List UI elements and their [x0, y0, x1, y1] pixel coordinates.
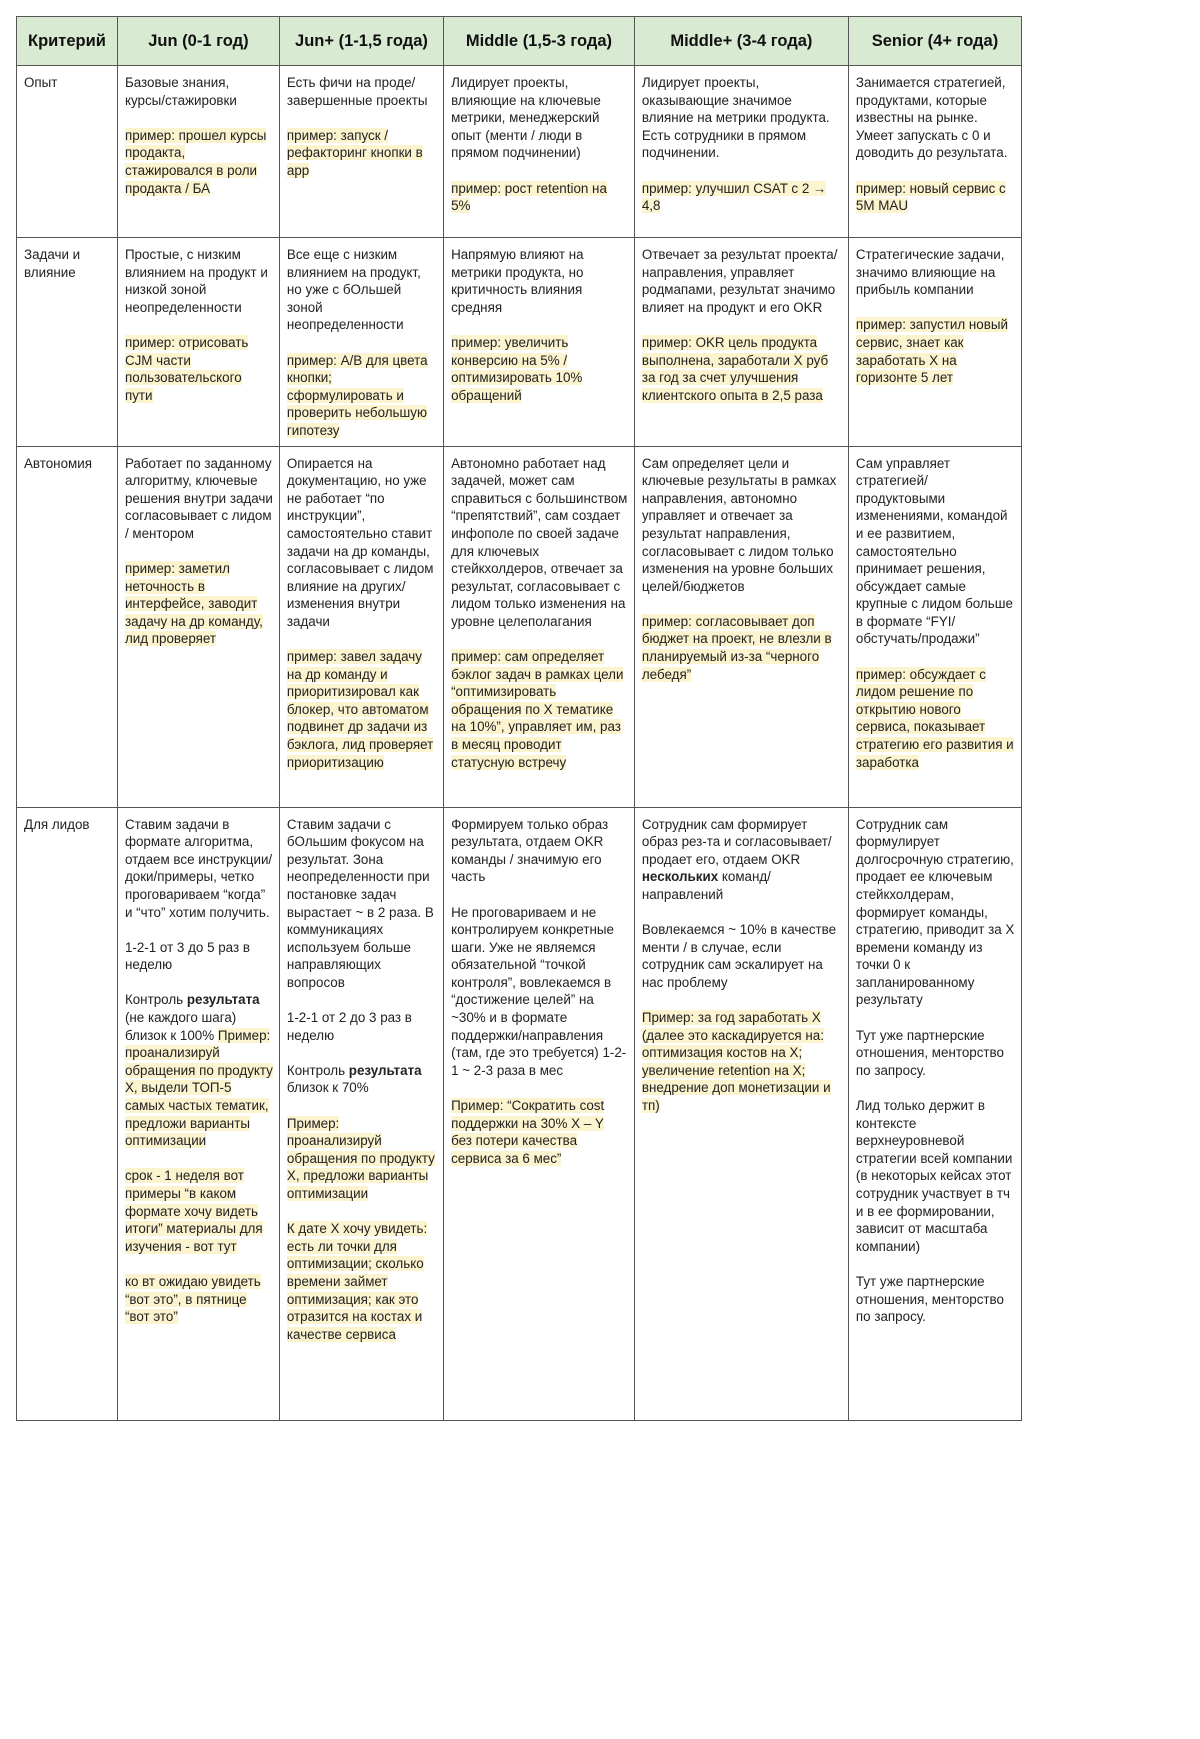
header-middle-plus: Middle+ (3-4 года)	[634, 17, 848, 66]
description-text: Базовые знания, курсы/стажировки	[124, 75, 237, 108]
cell-middle-plus	[634, 446, 848, 807]
description-text: Контроль	[286, 1062, 349, 1078]
cell-paragraph	[125, 334, 273, 404]
cell-paragraph	[287, 246, 437, 334]
example-text: пример: обсуждает с лидом решение по открытию нового сервиса, показывает стратегию его развития и заработка	[855, 666, 1014, 770]
cell-paragraph	[451, 816, 628, 886]
cell-jun-plus	[279, 446, 443, 807]
cell-middle-plus	[634, 807, 848, 1420]
row-criterion-label: Для лидов	[17, 807, 118, 1420]
example-text: Пример: за год заработать Х (далее это каскадируется на: оптимизация костов на Х; увеличение retention на Х; внедрение доп монетизации и тп)	[641, 1010, 831, 1114]
description-text: команд/направлений	[641, 869, 771, 902]
cell-paragraph	[856, 816, 1015, 1010]
header-jun: Jun (0-1 год)	[117, 17, 279, 66]
description-text: Вовлекаемся ~ 10% в качестве менти / в случае, если сотрудник сам эскалирует на нас проблему	[641, 922, 837, 990]
cell-paragraph	[856, 180, 1015, 215]
example-text: пример: запустил новый сервис, знает как заработать Х на горизонте 5 лет	[855, 317, 1008, 386]
example-text: пример: согласовывает доп бюджет на проект, не влезли в планируемый из-за “черного лебедя”	[641, 613, 832, 682]
cell-paragraph	[642, 74, 842, 162]
description-text: Напрямую влияют на метрики продукта, но критичность влияния средняя	[451, 247, 584, 315]
cell-paragraph	[125, 127, 273, 197]
cell-jun	[117, 66, 279, 238]
cell-paragraph	[451, 246, 628, 316]
cell-paragraph	[125, 1273, 273, 1326]
cell-senior	[848, 238, 1021, 447]
example-text: пример: увеличить конверсию на 5% / оптимизировать 10% обращений	[451, 334, 583, 403]
description-text: Контроль	[124, 992, 187, 1008]
cell-paragraph	[125, 816, 273, 922]
example-text: пример: сам определяет бэклог задач в рамках цели “оптимизировать обращения по Х тематике на 10%”, управляет им, раз в месяц проводит статусную встречу	[451, 649, 624, 770]
cell-paragraph	[856, 455, 1015, 649]
cell-paragraph	[451, 74, 628, 162]
description-text: 1-2-1 от 3 до 5 раз в неделю	[124, 939, 250, 973]
cell-middle-plus	[634, 238, 848, 447]
header-row	[17, 17, 1022, 66]
cell-senior	[848, 66, 1021, 238]
bold-text: результата	[186, 992, 260, 1008]
description-text: Лидирует проекты, оказывающие значимое влияние на метрики продукта. Есть сотрудники в прямом подчинении.	[641, 75, 830, 161]
description-text: Тут уже партнерские отношения, менторство по запросу.	[855, 1273, 1004, 1325]
description-text: Лидирует проекты, влияющие на ключевые метрики, менеджерский опыт (менти / люди в прямом подчинении)	[451, 75, 601, 161]
cell-senior	[848, 807, 1021, 1420]
example-text: пример: заметил неточность в интерфейсе, заводит задачу на др команду, лид проверяет	[124, 561, 263, 647]
description-text: Отвечает за результат проекта/направления, управляет родмапами, результат значимо влияет на продукт и его OKR	[641, 247, 838, 315]
cell-paragraph	[125, 1167, 273, 1255]
description-text: близок к 70%	[286, 1080, 369, 1096]
cell-paragraph	[856, 316, 1015, 386]
cell-paragraph	[125, 939, 273, 974]
description-text: Стратегические задачи, значимо влияющие на прибыль компании	[855, 247, 1005, 298]
cell-paragraph	[287, 1009, 437, 1044]
cell-paragraph	[451, 648, 628, 771]
cell-senior	[848, 446, 1021, 807]
header-senior: Senior (4+ года)	[848, 17, 1021, 66]
example-text: срок - 1 неделя вот примеры “в каком формате хочу видеть итоги” материалы для изучения - вот тут	[124, 1168, 263, 1254]
cell-jun-plus	[279, 66, 443, 238]
description-text: Все еще с низким влиянием на продукт, но уже с бОльшей зоной неопределенности	[286, 247, 421, 333]
cell-middle-plus	[634, 66, 848, 238]
cell-paragraph	[642, 246, 842, 316]
cell-paragraph	[451, 334, 628, 404]
cell-paragraph	[287, 127, 437, 180]
cell-paragraph	[287, 352, 437, 440]
cell-paragraph	[856, 1027, 1015, 1080]
cell-middle	[444, 66, 635, 238]
table-row	[17, 66, 1022, 238]
example-text: пример: завел задачу на др команду и приоритизировал как блокер, что автоматом подвинет др задачи из бэклога, лид проверяет приоритизацию	[286, 649, 434, 770]
cell-paragraph	[287, 648, 437, 771]
cell-paragraph	[856, 246, 1015, 299]
cell-paragraph	[451, 180, 628, 215]
cell-paragraph	[642, 180, 842, 215]
description-text: Опирается на документацию, но уже не работает “по инструкции”, самостоятельно ставит задачи на др команды, согласовывает с лидом влияние на других/изменения внутри задачи	[286, 455, 434, 629]
cell-jun-plus	[279, 807, 443, 1420]
cell-middle	[444, 446, 635, 807]
cell-paragraph	[642, 613, 842, 683]
cell-paragraph	[642, 816, 842, 904]
example-text: пример: запуск / рефакторинг кнопки в app	[286, 127, 423, 178]
cell-paragraph	[642, 921, 842, 991]
cell-paragraph	[125, 991, 273, 1149]
header-criterion: Критерий	[17, 17, 118, 66]
description-text: Ставим задачи с бОльшим фокусом на результат. Зона неопределенности при постановке задач вырастает ~ в 2 раза. В коммуникациях используем больше направляющих вопросов	[286, 816, 434, 990]
example-text: пример: рост retention на 5%	[451, 180, 607, 214]
description-text: Формируем только образ результата, отдаем OKR команды / значимую его часть	[451, 816, 609, 885]
description-text: Простые, с низким влиянием на продукт и низкой зоной неопределенности	[124, 247, 268, 315]
example-text: пример: улучшил CSAT с 2 → 4,8	[641, 180, 827, 214]
cell-paragraph	[125, 560, 273, 648]
cell-paragraph	[451, 904, 628, 1080]
row-criterion-label: Опыт	[17, 66, 118, 238]
cell-paragraph	[287, 1220, 437, 1343]
table-row	[17, 238, 1022, 447]
example-text: пример: новый сервис с 5M MAU	[855, 180, 1006, 214]
cell-middle	[444, 238, 635, 447]
description-text: Тут уже партнерские отношения, менторство по запросу.	[855, 1027, 1004, 1078]
cell-paragraph	[642, 455, 842, 596]
description-text: 1-2-1 от 2 до 3 раз в неделю	[286, 1010, 412, 1043]
cell-middle	[444, 807, 635, 1420]
row-criterion-label: Задачи и влияние	[17, 238, 118, 447]
bold-text: результата	[348, 1062, 422, 1078]
description-text: Не проговариваем и не контролируем конкретные шаги. Уже не являемся обязательной “точкой контроля”, вовлекаемся в “достижение целей” на ~30% и в формате поддержки/направления (там, где это требуется) 1-2-1 ~ 2-3 раза в мес	[451, 904, 627, 1078]
description-text: Сам управляет стратегией/продуктовыми изменениями, командой и ее развитием, самостоятельно принимает решения, обсуждает самые крупные с лидом больше в формате “FYI/обстучать/продажи”	[855, 455, 1013, 647]
cell-paragraph	[125, 455, 273, 543]
example-text: Пример: проанализируй обращения по продукту Х, предложи варианты оптимизации	[286, 1115, 435, 1201]
example-text: К дате Х хочу увидеть: есть ли точки для оптимизации; сколько времени займет оптимизация; как это отразится на костах и качестве сервиса	[286, 1221, 428, 1342]
table-body	[17, 66, 1022, 1421]
cell-paragraph	[125, 246, 273, 316]
description-text: Ставим задачи в формате алгоритма, отдаем все инструкции/доки/примеры, четко проговариваем “когда” и “что” хотим получить.	[124, 816, 273, 920]
cell-paragraph	[287, 74, 437, 109]
example-text: пример: прошел курсы продакта, стажировался в роли продакта / БА	[124, 127, 267, 196]
header-middle: Middle (1,5-3 года)	[444, 17, 635, 66]
table-row	[17, 446, 1022, 807]
example-text: пример: OKR цель продукта выполнена, заработали Х руб за год за счет улучшения клиентского опыта в 2,5 раза	[641, 334, 829, 403]
cell-paragraph	[451, 455, 628, 631]
description-text: Сам определяет цели и ключевые результаты в рамках направления, автономно управляет и отвечает за результат направления, согласовывает с лидом только изменения на уровне больших целей/бюджетов	[641, 455, 837, 594]
cell-paragraph	[287, 1115, 437, 1203]
cell-jun-plus	[279, 238, 443, 447]
description-text: Есть фичи на проде/завершенные проекты	[286, 75, 428, 108]
cell-paragraph	[642, 1009, 842, 1115]
cell-paragraph	[287, 455, 437, 631]
table-row	[17, 807, 1022, 1420]
cell-paragraph	[856, 1097, 1015, 1255]
example-text: Пример: “Сократить cost поддержки на 30% Х – Y без потери качества сервиса за 6 мес”	[451, 1098, 605, 1166]
description-text: Автономно работает над задачей, может сам справиться с большинством “препятствий”, сам создает инфополе по своей задаче для ключевых стейкхолдеров, отвечает за результат, согласовывает с лидом только изменения на уровне целеполагания	[451, 455, 628, 629]
cell-paragraph	[287, 816, 437, 992]
row-criterion-label: Автономия	[17, 446, 118, 807]
cell-jun	[117, 807, 279, 1420]
header-jun-plus: Jun+ (1-1,5 года)	[279, 17, 443, 66]
example-text: пример: отрисовать CJM части пользовательского пути	[124, 334, 249, 403]
description-text: Работает по заданному алгоритму, ключевые решения внутри задачи согласовывает с лидом / ментором	[124, 455, 273, 541]
description-text: Занимается стратегией, продуктами, которые известны на рынке. Умеет запускать с 0 и доводить до результата.	[855, 75, 1008, 161]
cell-paragraph	[642, 334, 842, 404]
criteria-table	[16, 16, 1022, 1421]
description-text: (не каждого шага) близок к 100%	[124, 1010, 237, 1043]
cell-jun	[117, 446, 279, 807]
cell-paragraph	[451, 1097, 628, 1167]
example-text: пример: A/B для цвета кнопки; сформулировать и проверить небольшую гипотезу	[286, 352, 428, 438]
example-text: Пример: проанализируй обращения по продукту Х, выдели ТОП-5 самых частых тематик, предложи варианты оптимизации	[124, 1027, 273, 1149]
cell-paragraph	[125, 74, 273, 109]
cell-paragraph	[856, 666, 1015, 772]
description-text: Сотрудник сам формулирует долгосрочную стратегию, продает ее ключевым стейкхолдерам, формирует команды, стратегию, приводит за Х времени команду из точки 0 к запланированному результату	[855, 816, 1015, 1008]
cell-paragraph	[287, 1062, 437, 1097]
example-text: ко вт ожидаю увидеть “вот это”, в пятнице “вот это”	[124, 1273, 261, 1325]
cell-jun	[117, 238, 279, 447]
description-text: Лид только держит в контексте верхнеуровневой стратегии всей компании (в некоторых кейсах этот сотрудник участвует в тч и в ее формировании, зависит от масштаба компании)	[855, 1098, 1013, 1254]
bold-text: нескольких	[641, 869, 719, 885]
cell-paragraph	[856, 74, 1015, 162]
cell-paragraph	[856, 1273, 1015, 1326]
description-text: Сотрудник сам формирует образ рез-та и согласовывает/продает его, отдаем OKR	[641, 816, 832, 867]
